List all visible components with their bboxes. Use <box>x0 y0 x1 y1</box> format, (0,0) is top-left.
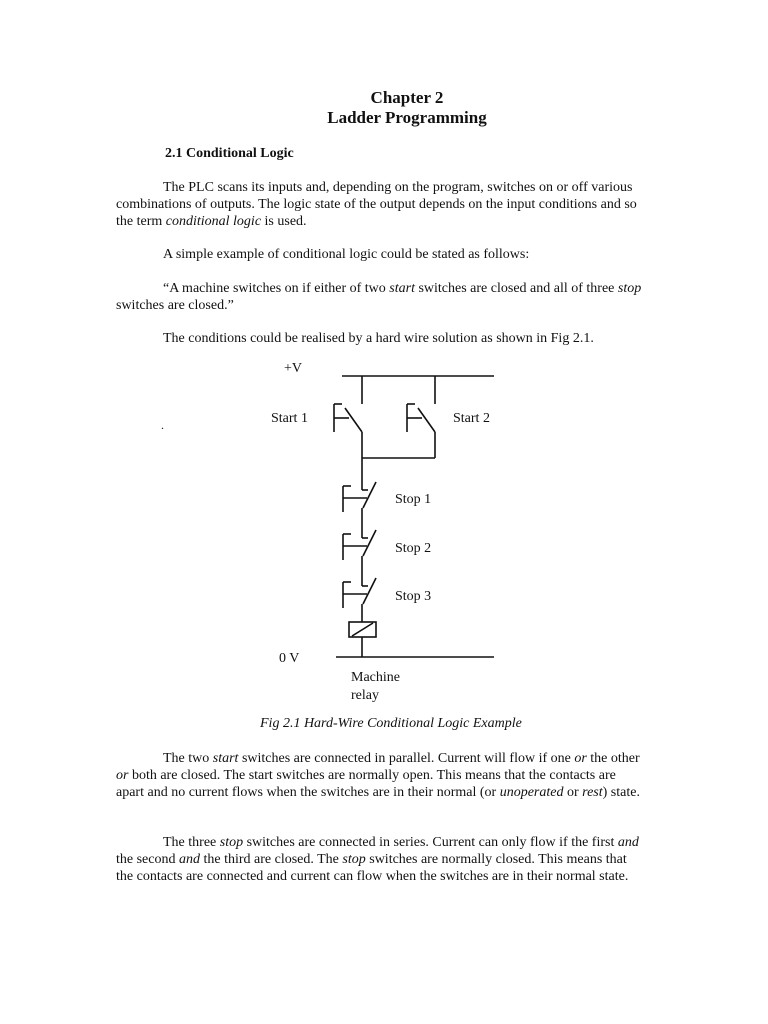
text-run: the third are closed. The <box>199 852 343 867</box>
text-run: the second <box>116 852 179 867</box>
supply-label: +V <box>284 361 303 376</box>
stop2-label: Stop 2 <box>395 541 432 556</box>
section-heading: 2.1 Conditional Logic <box>165 146 294 161</box>
text-run: switches are closed and all of three <box>414 281 618 296</box>
start1-switch <box>334 376 362 458</box>
text-run: the other <box>586 751 640 766</box>
stop1-label: Stop 1 <box>395 492 432 507</box>
emphasis: stop <box>617 281 642 296</box>
emphasis: conditional logic <box>165 214 262 229</box>
stop3-switch <box>343 578 376 622</box>
start2-label: Start 2 <box>453 411 490 426</box>
text-run: switches are connected in parallel. Current will flow if one <box>238 751 575 766</box>
text-run: switches are connected in series. Current can only flow if the first <box>243 835 618 850</box>
text-run: The conditions could be realised by a hard wire solution as shown in Fig 2.1. <box>163 331 594 346</box>
relay-coil <box>349 622 376 657</box>
chapter-title: Ladder Programming <box>327 108 487 127</box>
text-run: “A machine switches on if either of two <box>163 281 390 296</box>
start1-label: Start 1 <box>271 411 308 426</box>
text-run: The PLC scans its inputs and, depending on the program, switches on or off various combinations of outputs. The logic state of the output depends on the input conditions and so the term <box>116 180 637 229</box>
emphasis: and <box>178 852 200 867</box>
text-run: ) state. <box>602 785 640 800</box>
emphasis: rest <box>582 785 603 800</box>
text-run: switches are closed.” <box>116 298 234 313</box>
text-run: both are closed. The start switches are normally open. This means that the contacts are apart and no current flows when the switches are in their normal (or <box>116 768 616 800</box>
emphasis: start <box>389 281 415 296</box>
text-run: The three <box>163 835 220 850</box>
emphasis: start <box>212 751 239 766</box>
emphasis: or <box>574 751 587 766</box>
relay-label-line1: Machine <box>351 670 400 685</box>
emphasis: stop <box>219 835 244 850</box>
stop2-switch <box>343 530 376 578</box>
figure-caption: Fig 2.1 Hard-Wire Conditional Logic Example <box>260 716 522 731</box>
start2-switch <box>407 376 435 458</box>
relay-label-line2: relay <box>351 688 379 703</box>
emphasis: or <box>116 768 129 783</box>
emphasis: stop <box>342 852 366 867</box>
paragraph-start-switches <box>116 750 644 801</box>
stop1-switch <box>343 482 376 530</box>
ground-label: 0 V <box>279 651 300 666</box>
emphasis: and <box>617 835 639 850</box>
text-run: is used. <box>261 214 307 229</box>
text-run: or <box>563 785 583 800</box>
chapter-number: Chapter 2 <box>370 88 444 107</box>
text-run: A simple example of conditional logic could be stated as follows: <box>163 247 530 262</box>
text-run: The two <box>163 751 213 766</box>
stop3-label: Stop 3 <box>395 589 432 604</box>
text-run: switches are normally closed. This means that the contacts are connected and current can flow when the switches are in their normal state. <box>116 852 629 884</box>
stray-mark: . <box>161 418 164 432</box>
paragraph-stop-switches <box>116 834 644 885</box>
emphasis: unoperated <box>499 785 564 800</box>
